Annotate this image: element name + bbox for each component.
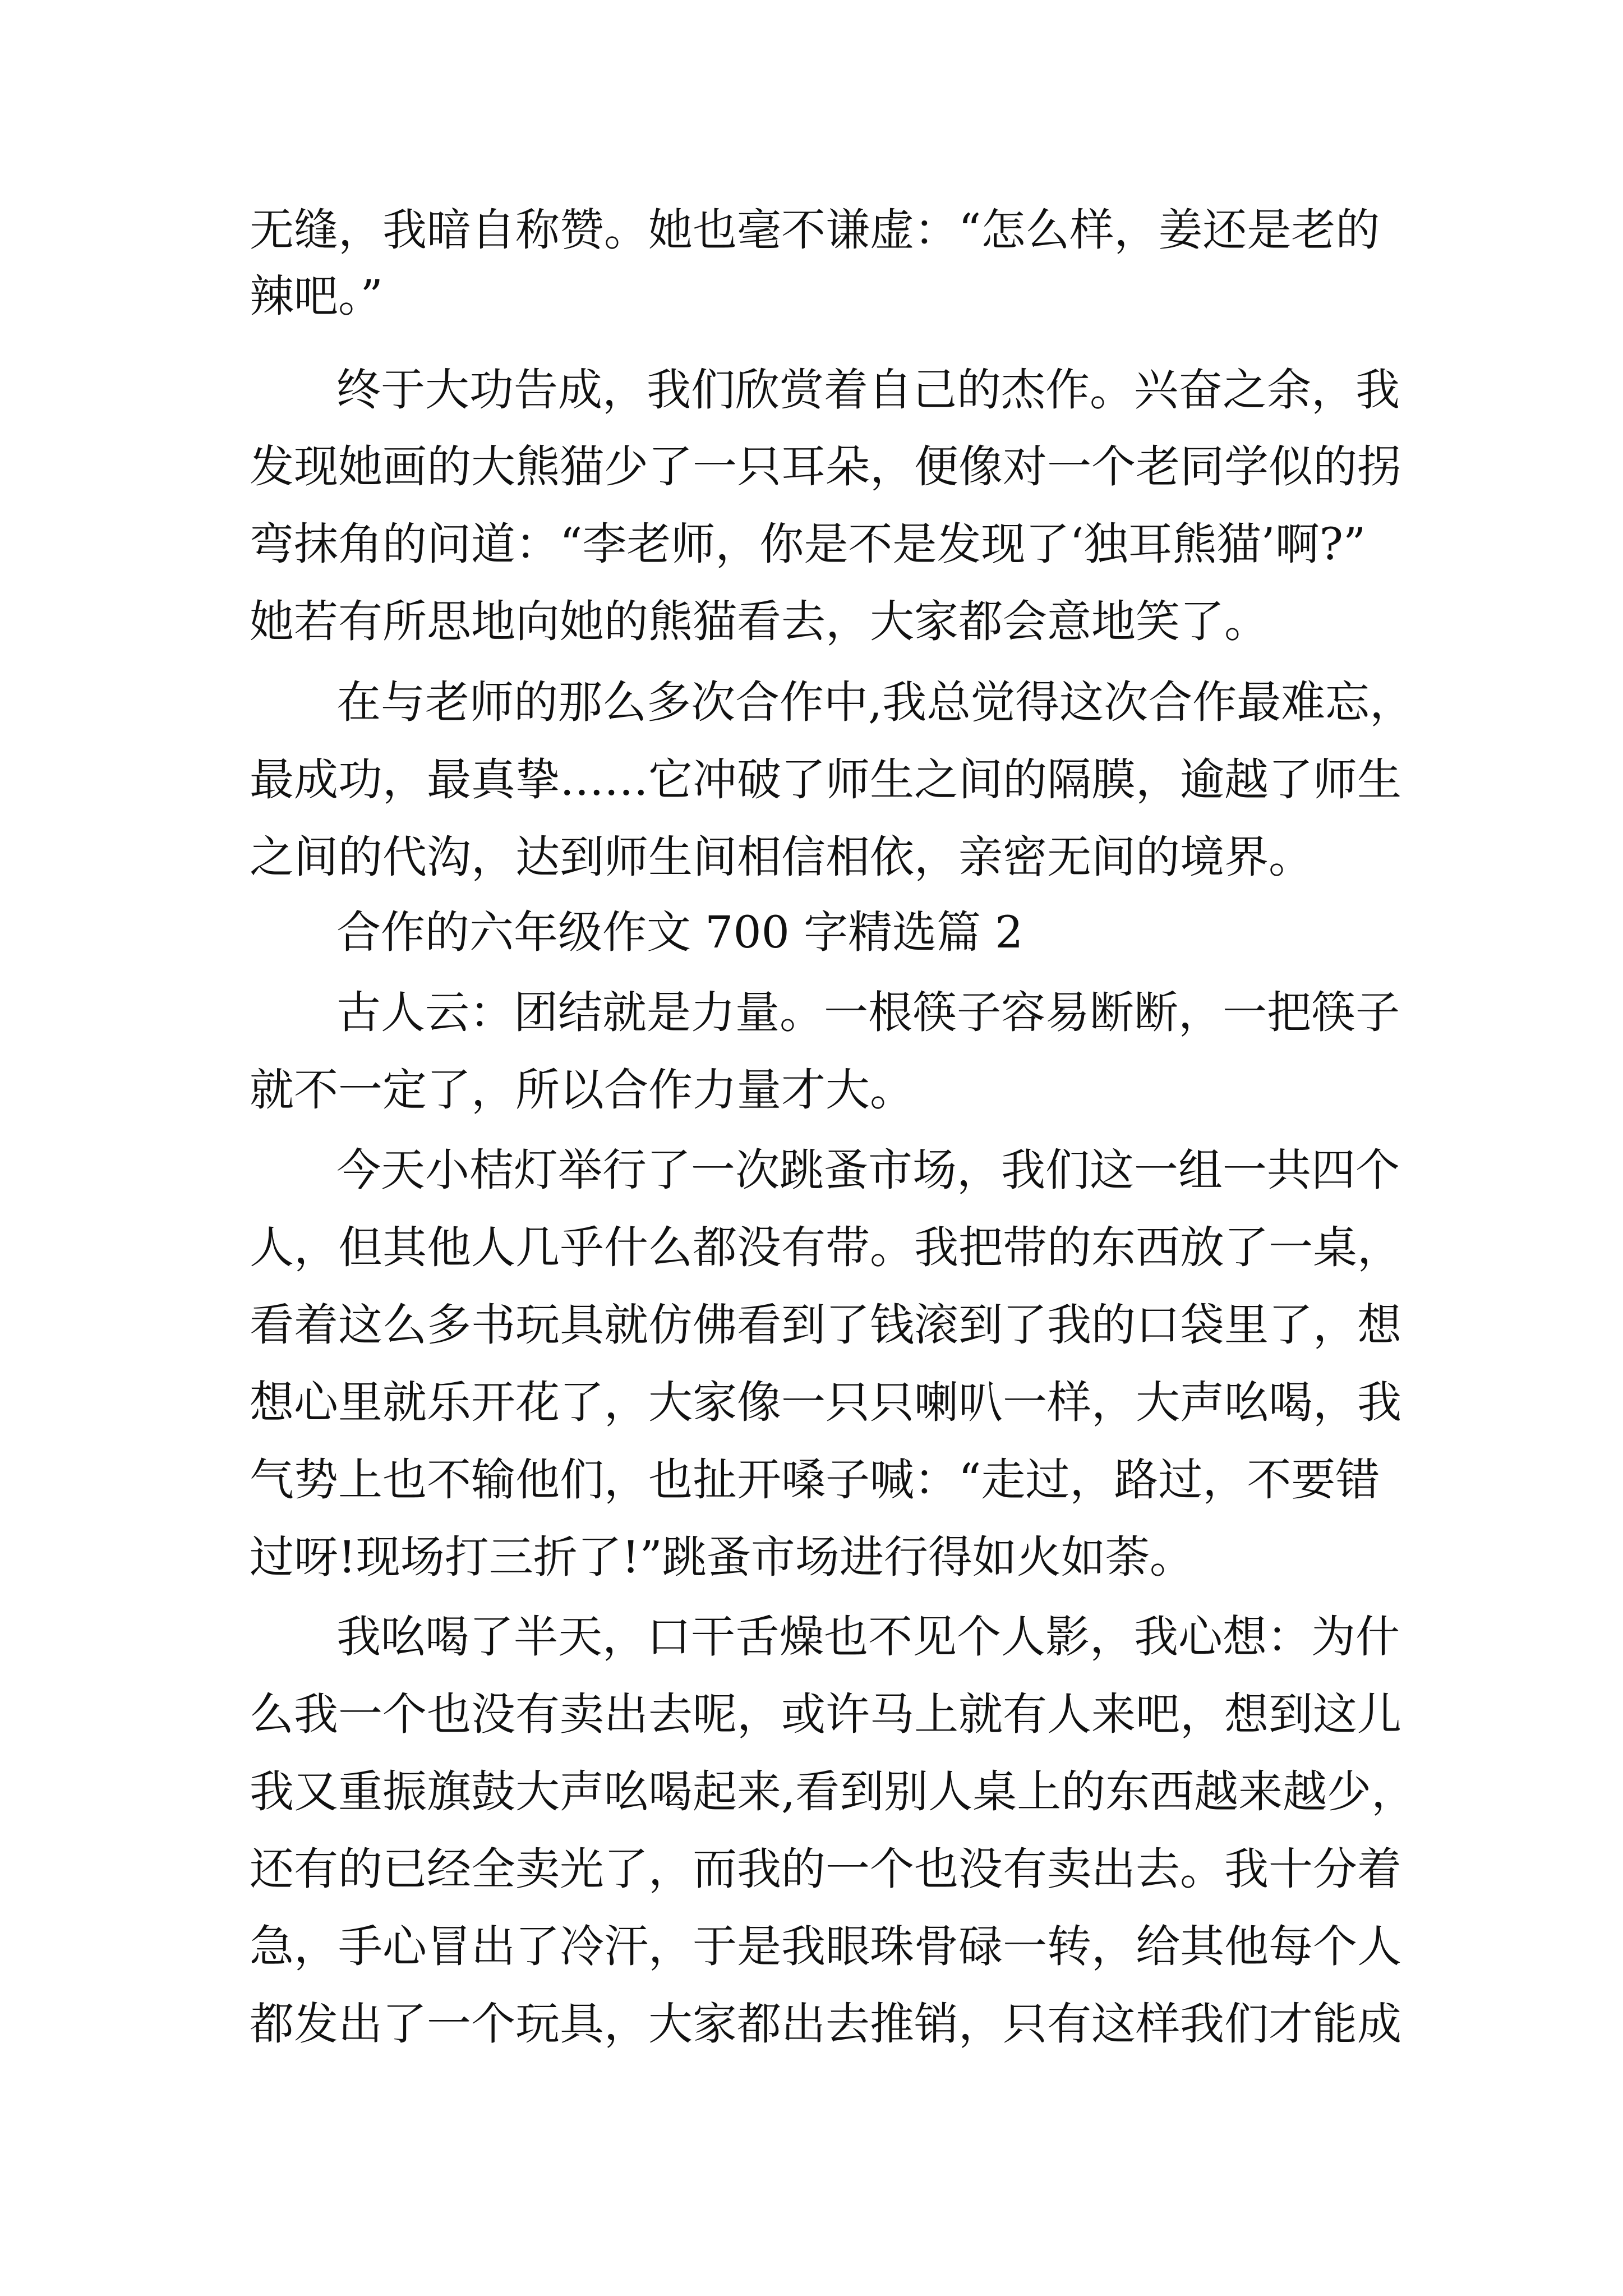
text-line-16: 想心里就乐开花了，大家像一只只喇叭一样，大声吆喝，我 (250, 1377, 1401, 1428)
text-line-6: 她若有所思地向她的熊猫看去，大家都会意地笑了。 (250, 596, 1269, 647)
text-line-17: 气势上也不输他们，也扯开嗓子喊：“走过，路过，不要错 (250, 1454, 1380, 1506)
text-line-19: 我吆喝了半天，口干舌燥也不见个人影，我心想：为什 (336, 1611, 1400, 1663)
text-line-7: 在与老师的那么多次合作中,我总觉得这次合作最难忘， (336, 677, 1414, 728)
text-line-21: 我又重振旗鼓大声吆喝起来,看到别人桌上的东西越来越少， (250, 1766, 1416, 1818)
text-line-4: 发现她画的大熊猫少了一只耳朵，便像对一个老同学似的拐 (250, 441, 1401, 493)
text-line-15: 看着这么多书玩具就仿佛看到了钱滚到了我的口袋里了，想 (250, 1299, 1401, 1351)
text-line-2: 辣吧。” (250, 270, 383, 322)
text-line-8: 最成功，最真挚……它冲破了师生之间的隔膜，逾越了师生 (250, 754, 1401, 806)
text-line-23: 急，手心冒出了冷汗，于是我眼珠骨碌一转，给其他每个人 (250, 1921, 1401, 1972)
text-line-5: 弯抹角的问道：“李老师，你是不是发现了‘独耳熊猫’啊?” (250, 518, 1366, 570)
text-line-13: 今天小桔灯举行了一次跳蚤市场，我们这一组一共四个 (336, 1144, 1400, 1196)
text-line-9: 之间的代沟，达到师生间相信相依，亲密无间的境界。 (250, 831, 1313, 883)
section-heading: 合作的六年级作文 700 字精选篇 2 (336, 907, 1023, 958)
text-line-24: 都发出了一个玩具，大家都出去推销，只有这样我们才能成 (250, 1998, 1401, 2050)
text-line-20: 么我一个也没有卖出去呢，或许马上就有人来吧，想到这儿 (250, 1688, 1401, 1740)
text-line-1: 无缝，我暗自称赞。她也毫不谦虚：“怎么样，姜还是老的 (250, 204, 1380, 256)
text-line-12: 就不一定了，所以合作力量才大。 (250, 1064, 914, 1116)
text-line-22: 还有的已经全卖光了，而我的一个也没有卖出去。我十分着 (250, 1843, 1401, 1895)
text-line-3: 终于大功告成，我们欣赏着自己的杰作。兴奋之余，我 (336, 364, 1400, 416)
text-line-14: 人，但其他人几乎什么都没有带。我把带的东西放了一桌， (250, 1222, 1401, 1273)
text-line-18: 过呀!现场打三折了!”跳蚤市场进行得如火如荼。 (250, 1531, 1194, 1583)
text-line-11: 古人云：团结就是力量。一根筷子容易断断，一把筷子 (336, 987, 1400, 1038)
